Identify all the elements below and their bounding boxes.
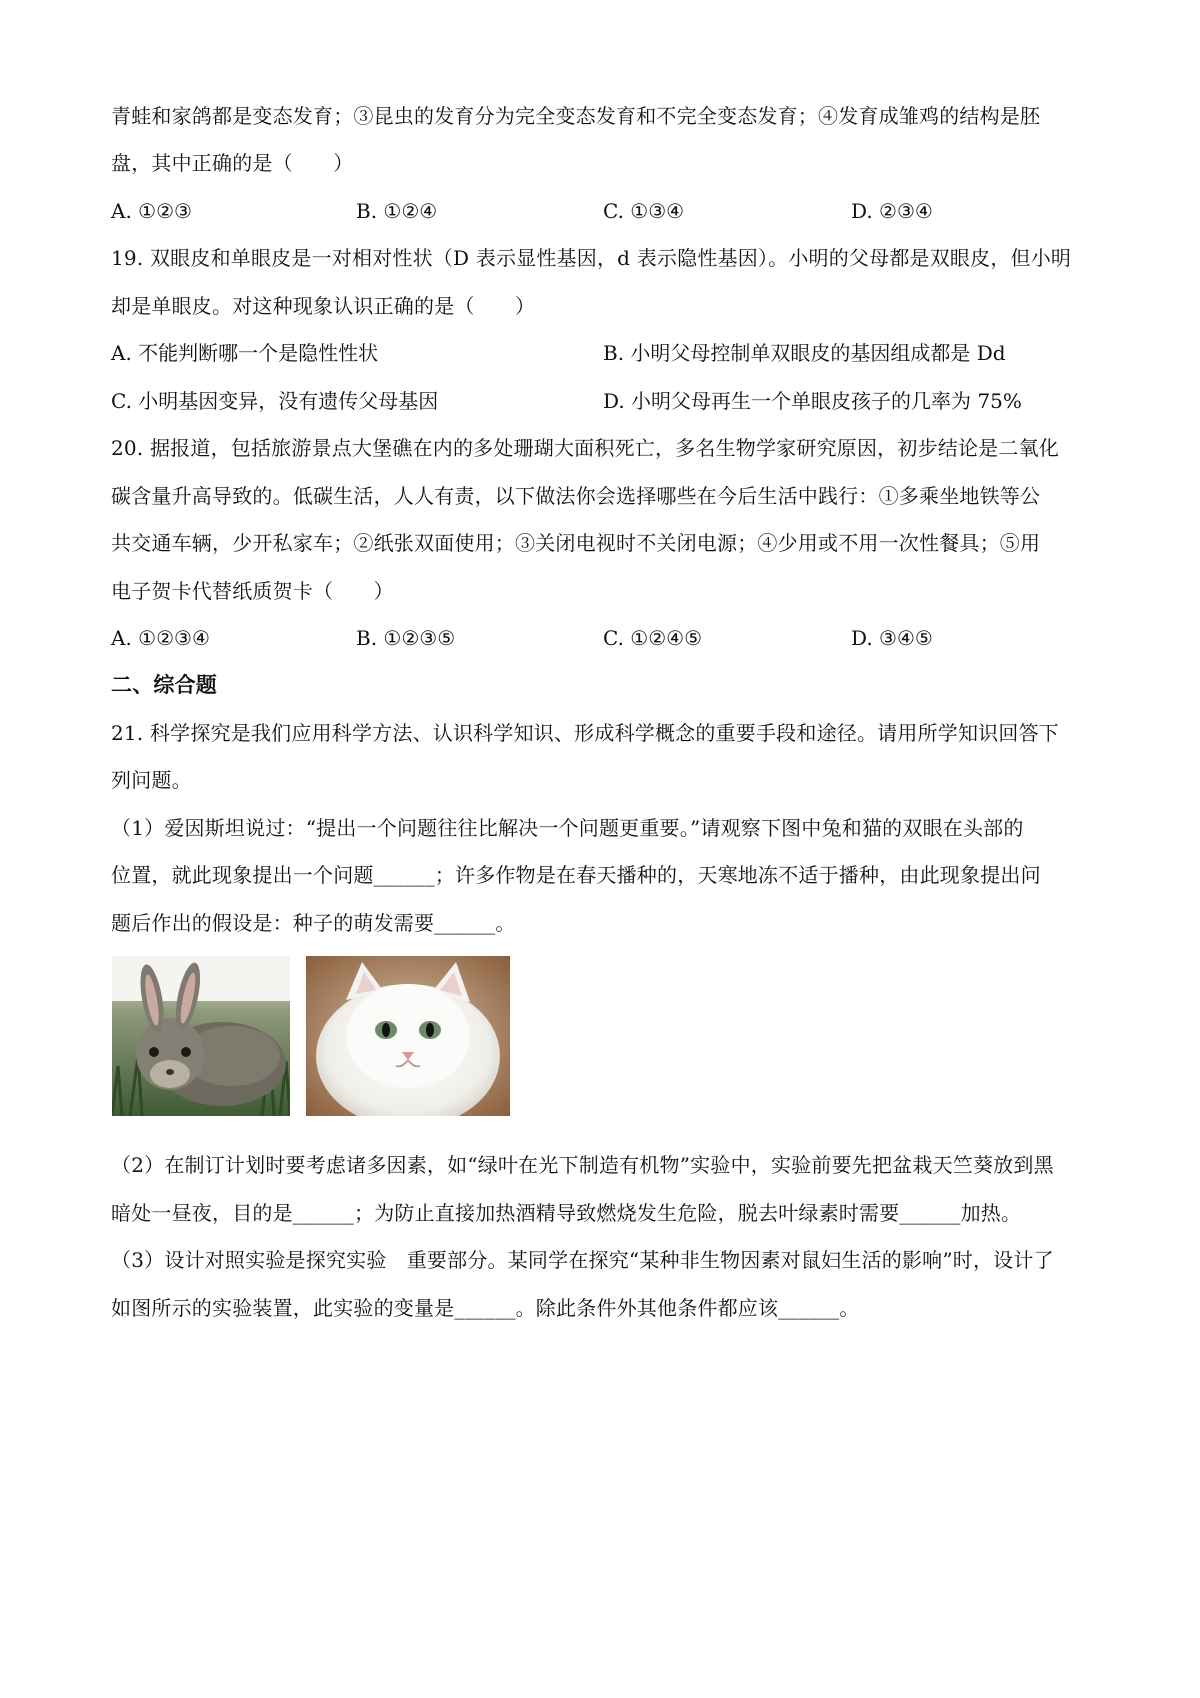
q18-option-c: C. ①③④	[603, 199, 685, 223]
q19-option-d: D. 小明父母再生一个单眼皮孩子的几率为 75%	[603, 389, 1022, 413]
q21-text-line-2: 列问题。	[111, 768, 192, 792]
q21-part3-line-2: 如图所示的实验装置，此实验的变量是______。除此条件外其他条件都应该______。	[111, 1296, 860, 1320]
cat-icon	[306, 956, 510, 1116]
q21-part2-line-1: （2）在制订计划时要考虑诸多因素，如“绿叶在光下制造有机物”实验中，实验前要先把盆栽天竺葵放到黑	[111, 1153, 1054, 1177]
q19-option-a: A. 不能判断哪一个是隐性性状	[111, 341, 379, 365]
q21-part1-line-1: （1）爱因斯坦说过：“提出一个问题往往比解决一个问题更重要。”请观察下图中兔和猫的双眼在头部的	[111, 816, 1024, 840]
q21-part2-line-2: 暗处一昼夜，目的是______；为防止直接加热酒精导致燃烧发生危险，脱去叶绿素时需要______加热。	[111, 1201, 1022, 1225]
q20-text-line-3: 共交通车辆，少开私家车；②纸张双面使用；③关闭电视时不关闭电源；④少用或不用一次性餐具；⑤用	[111, 531, 1041, 555]
q19-option-b: B. 小明父母控制单双眼皮的基因组成都是 Dd	[603, 341, 1006, 365]
rabbit-icon	[112, 956, 290, 1116]
q20-option-b: B. ①②③⑤	[356, 626, 456, 650]
q21-part3-line-1: （3）设计对照实验是探究实验 重要部分。某同学在探究“某种非生物因素对鼠妇生活的影响”时，设计了	[111, 1248, 1054, 1272]
q21-text-line-1: 21. 科学探究是我们应用科学方法、认识科学知识、形成科学概念的重要手段和途径。请用所学知识回答下	[111, 721, 1059, 745]
q19-text-line-2: 却是单眼皮。对这种现象认识正确的是（ ）	[111, 294, 536, 318]
q20-option-a: A. ①②③④	[111, 626, 210, 650]
q20-option-d: D. ③④⑤	[851, 626, 933, 650]
q18-option-b: B. ①②④	[356, 199, 438, 223]
q20-option-c: C. ①②④⑤	[603, 626, 703, 650]
section-title: 二、综合题	[111, 673, 217, 697]
q18-text-line-1: 青蛙和家鸽都是变态发育；③昆虫的发育分为完全变态发育和不完全变态发育；④发育成雏鸡的结构是胚	[111, 104, 1041, 128]
q19-option-c: C. 小明基因变异，没有遗传父母基因	[111, 389, 439, 413]
q19-text-line-1: 19. 双眼皮和单眼皮是一对相对性状（D 表示显性基因，d 表示隐性基因）。小明的父母都是双眼皮，但小明	[111, 246, 1072, 270]
q20-text-line-2: 碳含量升高导致的。低碳生活，人人有责，以下做法你会选择哪些在今后生活中践行：①多乘坐地铁等公	[111, 484, 1041, 508]
q21-part1-line-3: 题后作出的假设是：种子的萌发需要______。	[111, 911, 516, 935]
q18-text-line-2: 盘，其中正确的是（ ）	[111, 151, 354, 175]
q18-option-a: A. ①②③	[111, 199, 192, 223]
q21-part1-line-2: 位置，就此现象提出一个问题______；许多作物是在春天播种的，天寒地冻不适于播种，由此现象提出问	[111, 863, 1041, 887]
q20-text-line-4: 电子贺卡代替纸质贺卡（ ）	[111, 579, 394, 603]
q20-text-line-1: 20. 据报道，包括旅游景点大堡礁在内的多处珊瑚大面积死亡，多名生物学家研究原因，初步结论是二氧化	[111, 436, 1059, 460]
q18-option-d: D. ②③④	[851, 199, 933, 223]
rabbit-cat-figure	[112, 956, 510, 1116]
